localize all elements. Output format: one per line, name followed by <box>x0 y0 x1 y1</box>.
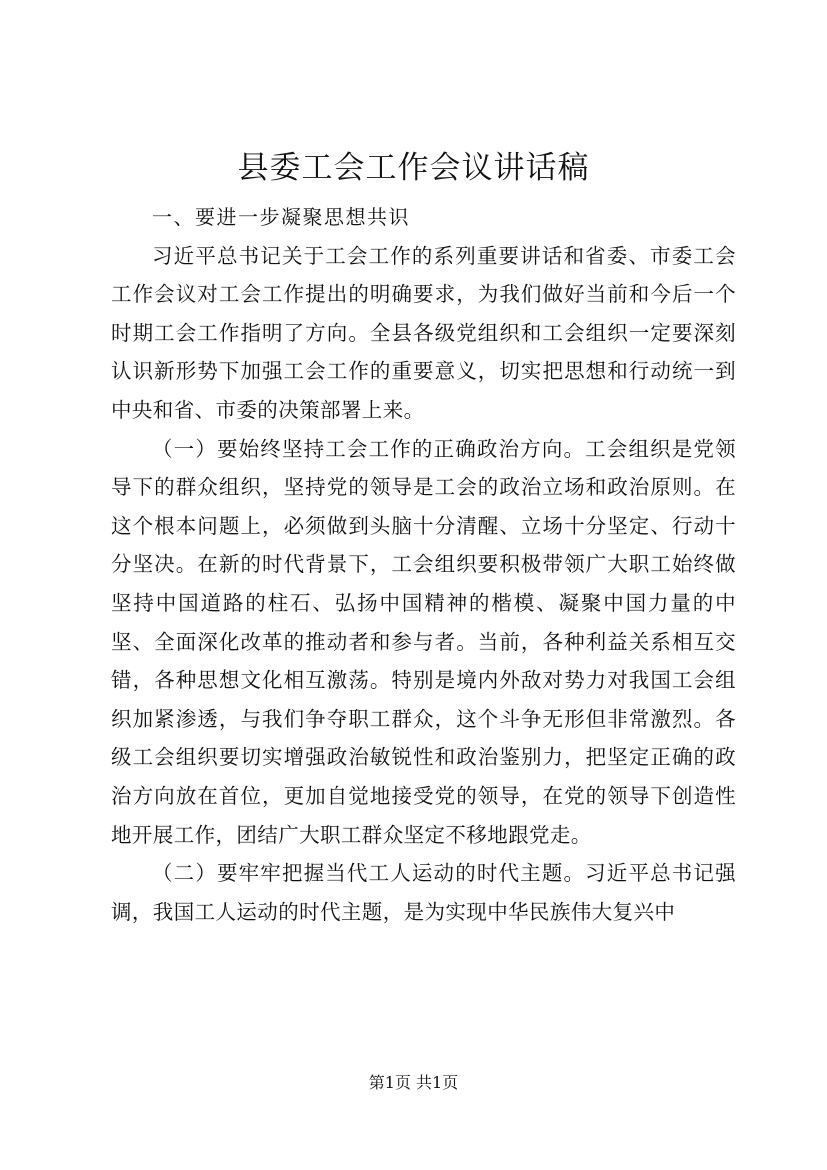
document-title: 县委工会工作会议讲话稿 <box>237 150 590 186</box>
section-heading: 一、要进一步凝聚思想共识 <box>152 205 410 229</box>
page-footer: 第1页 共1页 <box>368 1073 459 1092</box>
paragraph-3: （二）要牢牢把握当代工人运动的时代主题。习近平总书记强调，我国工人运动的时代主题，是为实现中华民族伟大复兴中 <box>111 861 736 924</box>
document-body <box>111 198 736 931</box>
paragraph-2: （一）要始终坚持工会工作的正确政治方向。工会组织是党领导下的群众组织，坚持党的领导是工会的政治立场和政治原则。在这个根本问题上，必须做到头脑十分清醒、立场十分坚定、行动十分坚决。在新的时代背景下，工会组织要积极带领广大职工始终做坚持中国道路的柱石、弘扬中国精神的楷模、凝聚中国力量的中坚、全面深化改革的推动者和参与者。当前，各种利益关系相互交错，各种思想文化相互激荡。特别是境内外敌对势力对我国工会组织加紧渗透，与我们争夺职工群众，这个斗争无形但非常激烈。各级工会组织要切实增强政治敏锐性和政治鉴别力，把坚定正确的政治方向放在首位，更加自觉地接受党的领导，在党的领导下创造性地开展工作，团结广大职工群众坚定不移地跟党走。 <box>111 436 736 847</box>
paragraph-1: 习近平总书记关于工会工作的系列重要讲话和省委、市委工会工作会议对工会工作提出的明确要求，为我们做好当前和今后一个时期工会工作指明了方向。全县各级党组织和工会组织一定要深刻认识新形势下加强工会工作的重要意义，切实把思想和行动统一到中央和省、市委的决策部署上来。 <box>111 243 736 422</box>
